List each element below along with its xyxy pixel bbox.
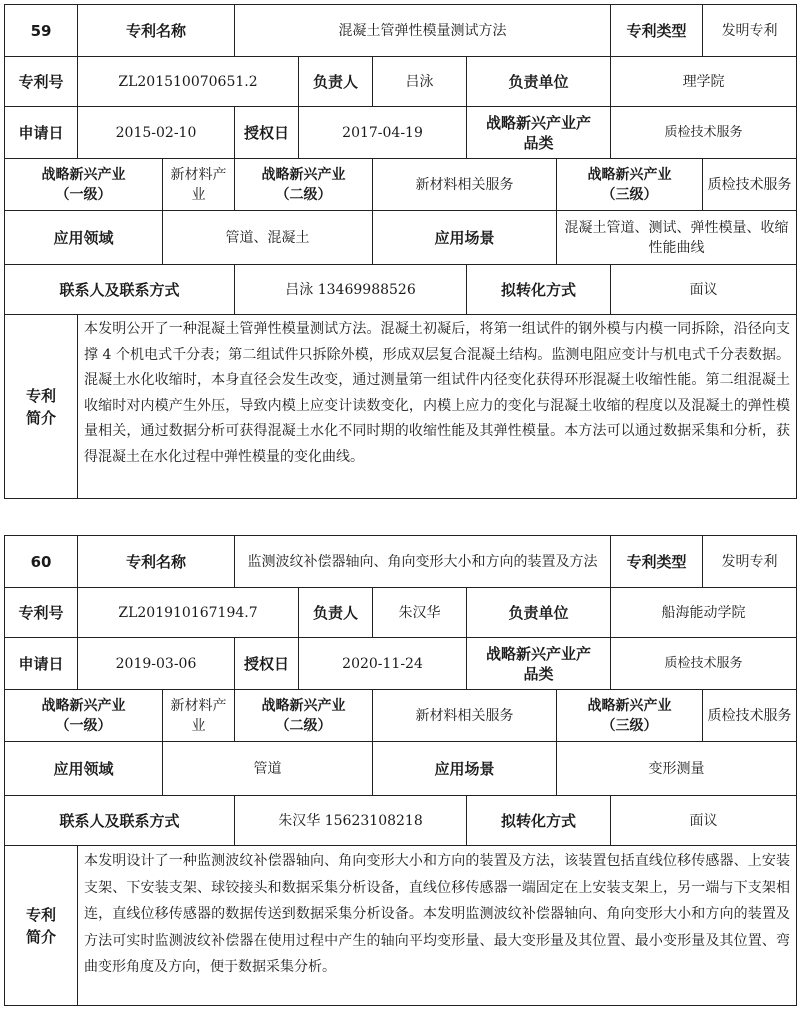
patent-summary: 本发明设计了一种监测波纹补偿器轴向、角向变形大小和方向的装置及方法，该装置包括直线位移传感器、上安装支架、下安装支架、球铰接头和数据采集分析设备，直线位移传感器一端固定在上安装支架上，另一端与下支架相连，直线位移传感器的数据传送到数据采集分析设备。本发明监测波纹补偿器轴向、角向变形大小和方向的装置及方法可实时监测波纹补偿器在使用过程中产生的轴向平均变形量、最大变形量及其位置、最小变形量及其位置、弯曲变形角度及方向，便于数据采集分析。 [78,846,797,1006]
app-field: 管道、混凝土 [163,211,373,265]
industry-3: 质检技术服务 [703,690,797,742]
patent-name: 监测波纹补偿器轴向、角向变形大小和方向的装置及方法 [235,536,611,588]
label-grant-date: 授权日 [235,107,299,159]
label-industry-2: 战略新兴产业 （二级） [235,690,373,742]
patent-type: 发明专利 [703,5,797,57]
label-transfer: 拟转化方式 [467,265,611,315]
contact: 吕泳 13469988526 [235,265,467,315]
unit: 船海能动学院 [611,588,797,638]
label-industry-3: 战略新兴产业 （三级） [557,690,703,742]
row-summary [5,315,797,499]
grant-date: 2017-04-19 [299,107,467,159]
label-apply-date: 申请日 [5,638,78,690]
patent-no: ZL201910167194.7 [78,588,299,638]
row-application [5,742,797,796]
strategic-category: 质检技术服务 [611,638,797,690]
label-person: 负责人 [299,57,373,107]
industry-1: 新材料产业 [163,690,235,742]
row-number [5,57,797,107]
label-patent-name: 专利名称 [78,5,235,57]
row-industry [5,690,797,742]
label-transfer: 拟转化方式 [467,796,611,846]
apply-date: 2019-03-06 [78,638,235,690]
label-patent-name: 专利名称 [78,536,235,588]
label-person: 负责人 [299,588,373,638]
label-app-scene: 应用场景 [373,211,557,265]
label-app-field: 应用领域 [5,742,163,796]
person: 吕泳 [373,57,467,107]
label-patent-no: 专利号 [5,588,78,638]
label-app-field: 应用领域 [5,211,163,265]
label-apply-date: 申请日 [5,107,78,159]
unit: 理学院 [611,57,797,107]
patent-card-60 [4,535,796,1006]
app-scene: 变形测量 [557,742,797,796]
label-grant-date: 授权日 [235,638,299,690]
transfer: 面议 [611,265,797,315]
label-contact: 联系人及联系方式 [5,265,235,315]
label-strategic-category: 战略新兴产业产 品类 [467,638,611,690]
industry-1: 新材料产业 [163,159,235,211]
patent-type: 发明专利 [703,536,797,588]
row-dates [5,638,797,690]
patent-no: ZL201510070651.2 [78,57,299,107]
industry-2: 新材料相关服务 [373,159,557,211]
label-patent-type: 专利类型 [611,5,703,57]
app-field: 管道 [163,742,373,796]
row-contact [5,265,797,315]
transfer: 面议 [611,796,797,846]
patent-number: 60 [5,536,78,588]
patent-card-59 [4,4,796,499]
label-industry-1: 战略新兴产业 （一级） [5,159,163,211]
label-contact: 联系人及联系方式 [5,796,235,846]
label-industry-2: 战略新兴产业 （二级） [235,159,373,211]
industry-2: 新材料相关服务 [373,690,557,742]
grant-date: 2020-11-24 [299,638,467,690]
row-industry [5,159,797,211]
label-unit: 负责单位 [467,57,611,107]
label-summary: 专利 简介 [5,846,78,1006]
label-summary: 专利 简介 [5,315,78,499]
label-industry-3: 战略新兴产业 （三级） [557,159,703,211]
apply-date: 2015-02-10 [78,107,235,159]
label-unit: 负责单位 [467,588,611,638]
patent-number: 59 [5,5,78,57]
label-industry-1: 战略新兴产业 （一级） [5,690,163,742]
label-patent-type: 专利类型 [611,536,703,588]
label-app-scene: 应用场景 [373,742,557,796]
strategic-category: 质检技术服务 [611,107,797,159]
industry-3: 质检技术服务 [703,159,797,211]
row-contact [5,796,797,846]
patent-summary: 本发明公开了一种混凝土管弹性模量测试方法。混凝土初凝后，将第一组试件的钢外模与内模一同拆除，沿径向支撑 4 个机电式千分表；第二组试件只拆除外模，形成双层复合混凝土结构。监测电阻应变计与机电式千分表数据。混凝土水化收缩时，本身直径会发生改变，通过测量第一组试件内径变化获得环形混凝土收缩性能。第二组混凝土收缩时对内模产生外压，导致内模上应变计读数变化，内模上应力的变化与混凝土收缩的程度以及混凝土的弹性模量相关，通过数据分析可获得混凝土水化不同时期的收缩性能及其弹性模量。本方法可以通过数据采集和分析，获得混凝土在水化过程中弹性模量的变化曲线。 [78,315,797,499]
row-number [5,588,797,638]
row-name [5,5,797,57]
patent-name: 混凝土管弹性模量测试方法 [235,5,611,57]
patent-table [4,535,797,1006]
row-name [5,536,797,588]
label-strategic-category: 战略新兴产业产 品类 [467,107,611,159]
row-summary [5,846,797,1006]
app-scene: 混凝土管道、测试、弹性模量、收缩性能曲线 [557,211,797,265]
label-patent-no: 专利号 [5,57,78,107]
contact: 朱汉华 15623108218 [235,796,467,846]
person: 朱汉华 [373,588,467,638]
patent-table [4,4,797,499]
row-dates [5,107,797,159]
row-application [5,211,797,265]
